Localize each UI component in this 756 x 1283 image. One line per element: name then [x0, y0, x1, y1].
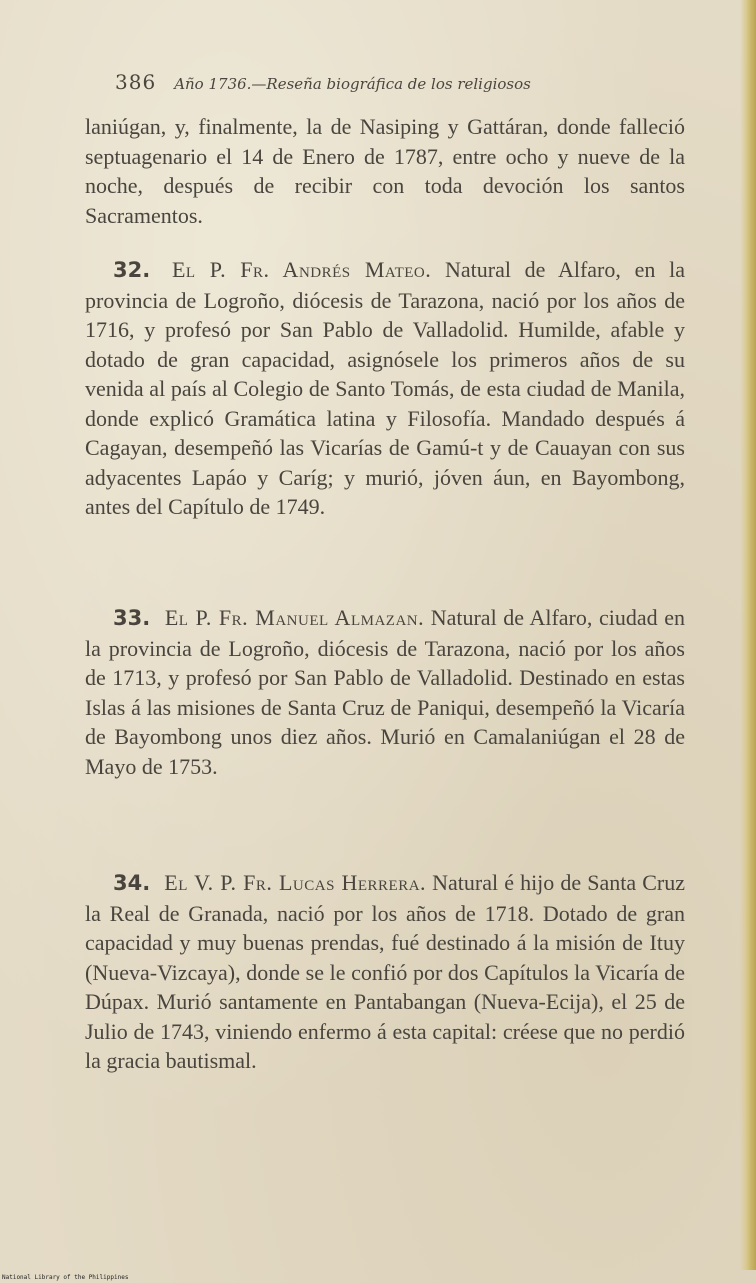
entry-number: 34. [113, 871, 151, 895]
entry-33 [85, 603, 685, 781]
entry-number: 32. [113, 258, 151, 282]
running-title: Año 1736.—Reseña biográfica de los religiosos [174, 75, 531, 93]
paragraph-text: laniúgan, y, finalmente, la de Nasiping y Gattáran, donde falleció septuagenario el 14 de Enero de 1787, entre ocho y nueve de la noche, después de recibir con toda devoción los santos Sacramentos. [85, 114, 685, 228]
running-header [115, 70, 531, 94]
page-number: 386 [115, 70, 157, 94]
entry-name: El V. P. Fr. Lucas Herrera. [164, 870, 427, 895]
entry-text: Natural de Alfaro, ciudad en la provincia de Logroño, diócesis de Tarazona, nació por los años de 1713, y profesó por San Pablo de Valladolid. Destinado en estas Islas á las misiones de Santa Cruz de Paniqui, desempeñó la Vicaría de Bayombong unos diez años. Murió en Camalaniúgan el 28 de Mayo de 1753. [85, 605, 685, 779]
entry-name: El P. Fr. Andrés Mateo. [171, 257, 432, 282]
entry-34 [85, 868, 685, 1076]
library-watermark: National Library of the Philippines [2, 1274, 129, 1281]
page-edge [740, 0, 756, 1270]
entry-number: 33. [113, 606, 151, 630]
entry-text: Natural de Alfaro, en la provincia de Logroño, diócesis de Tarazona, nació por los años de 1716, y profesó por San Pablo de Valladolid. Humilde, afable y dotado de gran capacidad, asignósele los primeros años de su venida al país al Colegio de Santo Tomás, de esta ciudad de Manila, donde explicó Gramática latina y Filosofía. Mandado después á Cagayan, desempeñó las Vicarías de Gamú-t y de Cauayan con sus adyacentes Lapáo y Caríg; y murió, jóven áun, en Bayombong, antes del Capítulo de 1749. [85, 257, 685, 519]
entry-text: Natural é hijo de Santa Cruz la Real de Granada, nació por los años de 1718. Dotado de gran capacidad y muy buenas prendas, fué destinado á la misión de Ituy (Nueva-Vizcaya), donde se le confió por dos Capítulos la Vicaría de Dúpax. Murió santamente en Pantabangan (Nueva-Ecija), el 25 de Julio de 1743, viniendo enfermo á esta capital: créese que no perdió la gracia bautismal. [85, 870, 685, 1073]
entry-name: El P. Fr. Manuel Almazan. [164, 605, 425, 630]
entry-32 [85, 255, 685, 522]
paragraph-continuation [85, 112, 685, 230]
